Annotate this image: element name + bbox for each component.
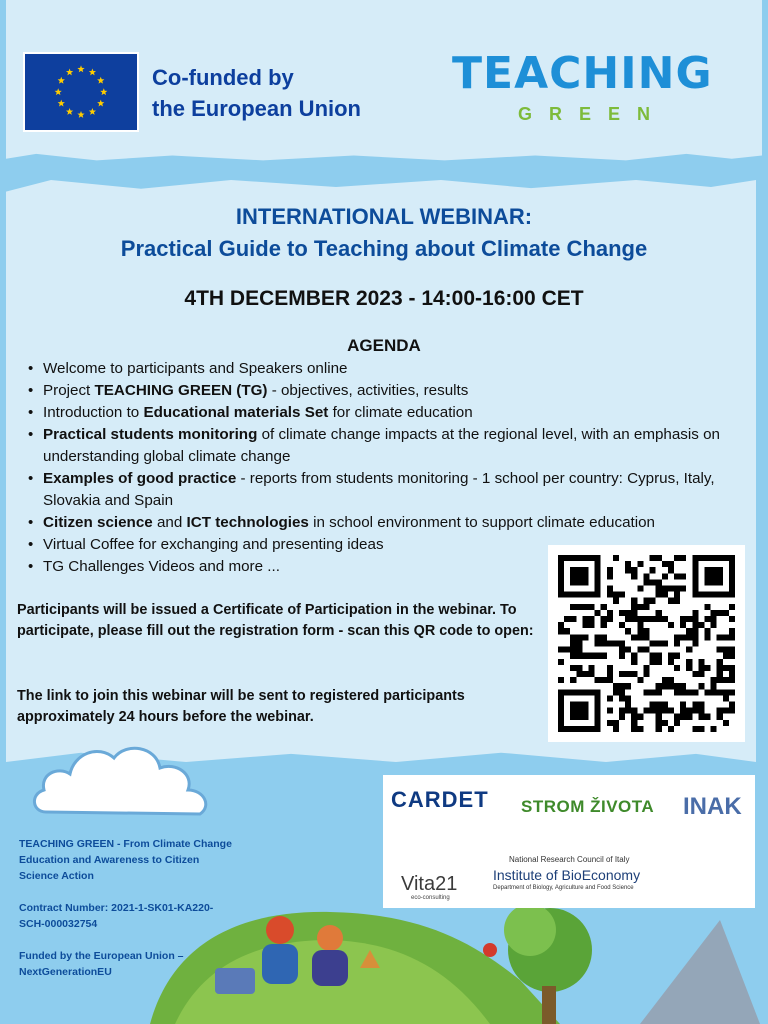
cardet-logo: CARDET <box>391 787 489 812</box>
logo-word-a: TEACH <box>452 48 621 99</box>
agenda-title: AGENDA <box>347 336 421 355</box>
cnr-logo-line-2: Institute of BioEconomy <box>493 867 641 883</box>
eu-star-icon <box>77 111 84 118</box>
vita21-logo: Vita21 <box>401 873 458 895</box>
logo-wordmark <box>452 48 713 99</box>
vita21-subtitle: eco-consulting <box>411 895 450 901</box>
certificate-info: Participants will be issued a Certificate of Participation in the webinar. To participate, please fill out the registration form - scan this QR code to open: <box>17 602 534 639</box>
agenda-item: • Welcome to participants and Speakers online <box>24 358 754 380</box>
event-date: 4TH DECEMBER 2023 - 14:00-16:00 CET <box>184 287 584 310</box>
logo-word-b: ING <box>620 48 713 99</box>
contract-number: Contract Number: 2021-1-SK01-KA220-SCH-000032754 <box>19 902 214 930</box>
registration-qr-code[interactable] <box>548 545 745 742</box>
project-description: TEACHING GREEN - From Climate Change Education and Awareness to Citizen Science Action <box>19 838 232 882</box>
eu-star-icon <box>58 100 65 107</box>
agenda-item: • Practical students monitoring of climate change impacts at the regional level, with an emphasis on understanding global climate change <box>24 424 754 468</box>
eu-star-icon <box>66 108 73 115</box>
inak-logo: INAK <box>683 793 742 820</box>
cofunded-line-2: the European Union <box>152 96 361 121</box>
cnr-logo-line-1: National Research Council of Italy <box>509 855 630 864</box>
join-link-info: The link to join this webinar will be sent to registered participants approximately 24 hours before the webinar. <box>17 688 465 725</box>
eu-star-icon <box>97 77 104 84</box>
event-type: INTERNATIONAL WEBINAR: <box>235 204 533 229</box>
agenda-item: • Introduction to Educational materials Set for climate education <box>24 402 754 424</box>
eu-star-icon <box>55 88 62 95</box>
eu-star-icon <box>100 88 107 95</box>
eu-star-icon <box>89 68 96 75</box>
strom-zivota-logo: STROM ŽIVOTA <box>521 797 655 816</box>
agenda-item: • Virtual Coffee for exchanging and presenting ideas <box>24 534 754 556</box>
eu-flag-icon <box>23 52 139 132</box>
logo-subtitle: GREEN <box>518 104 668 124</box>
eu-star-icon <box>58 77 65 84</box>
eu-star-icon <box>77 65 84 72</box>
cofunded-text <box>152 62 361 124</box>
eu-star-icon <box>66 68 73 75</box>
funding-note: Funded by the European Union – NextGenerationEU <box>19 950 184 978</box>
project-info <box>19 836 234 996</box>
eu-star-icon <box>89 108 96 115</box>
agenda-item: • Examples of good practice - reports from students monitoring - 1 school per country: Cyprus, Italy, Slovakia and Spain <box>24 468 754 512</box>
cofunded-line-1: Co-funded by <box>152 65 294 90</box>
eu-star-icon <box>97 100 104 107</box>
agenda-item: • Project TEACHING GREEN (TG) - objectives, activities, results <box>24 380 754 402</box>
agenda-item: • Citizen science and ICT technologies in school environment to support climate education <box>24 512 754 534</box>
event-title: Practical Guide to Teaching about Climate Change <box>120 236 648 261</box>
partner-logos <box>383 775 755 908</box>
teaching-green-logo <box>452 48 732 130</box>
cnr-logo-line-3: Department of Biology, Agriculture and Food Science <box>493 885 634 891</box>
agenda-item: • TG Challenges Videos and more ... <box>24 556 754 578</box>
